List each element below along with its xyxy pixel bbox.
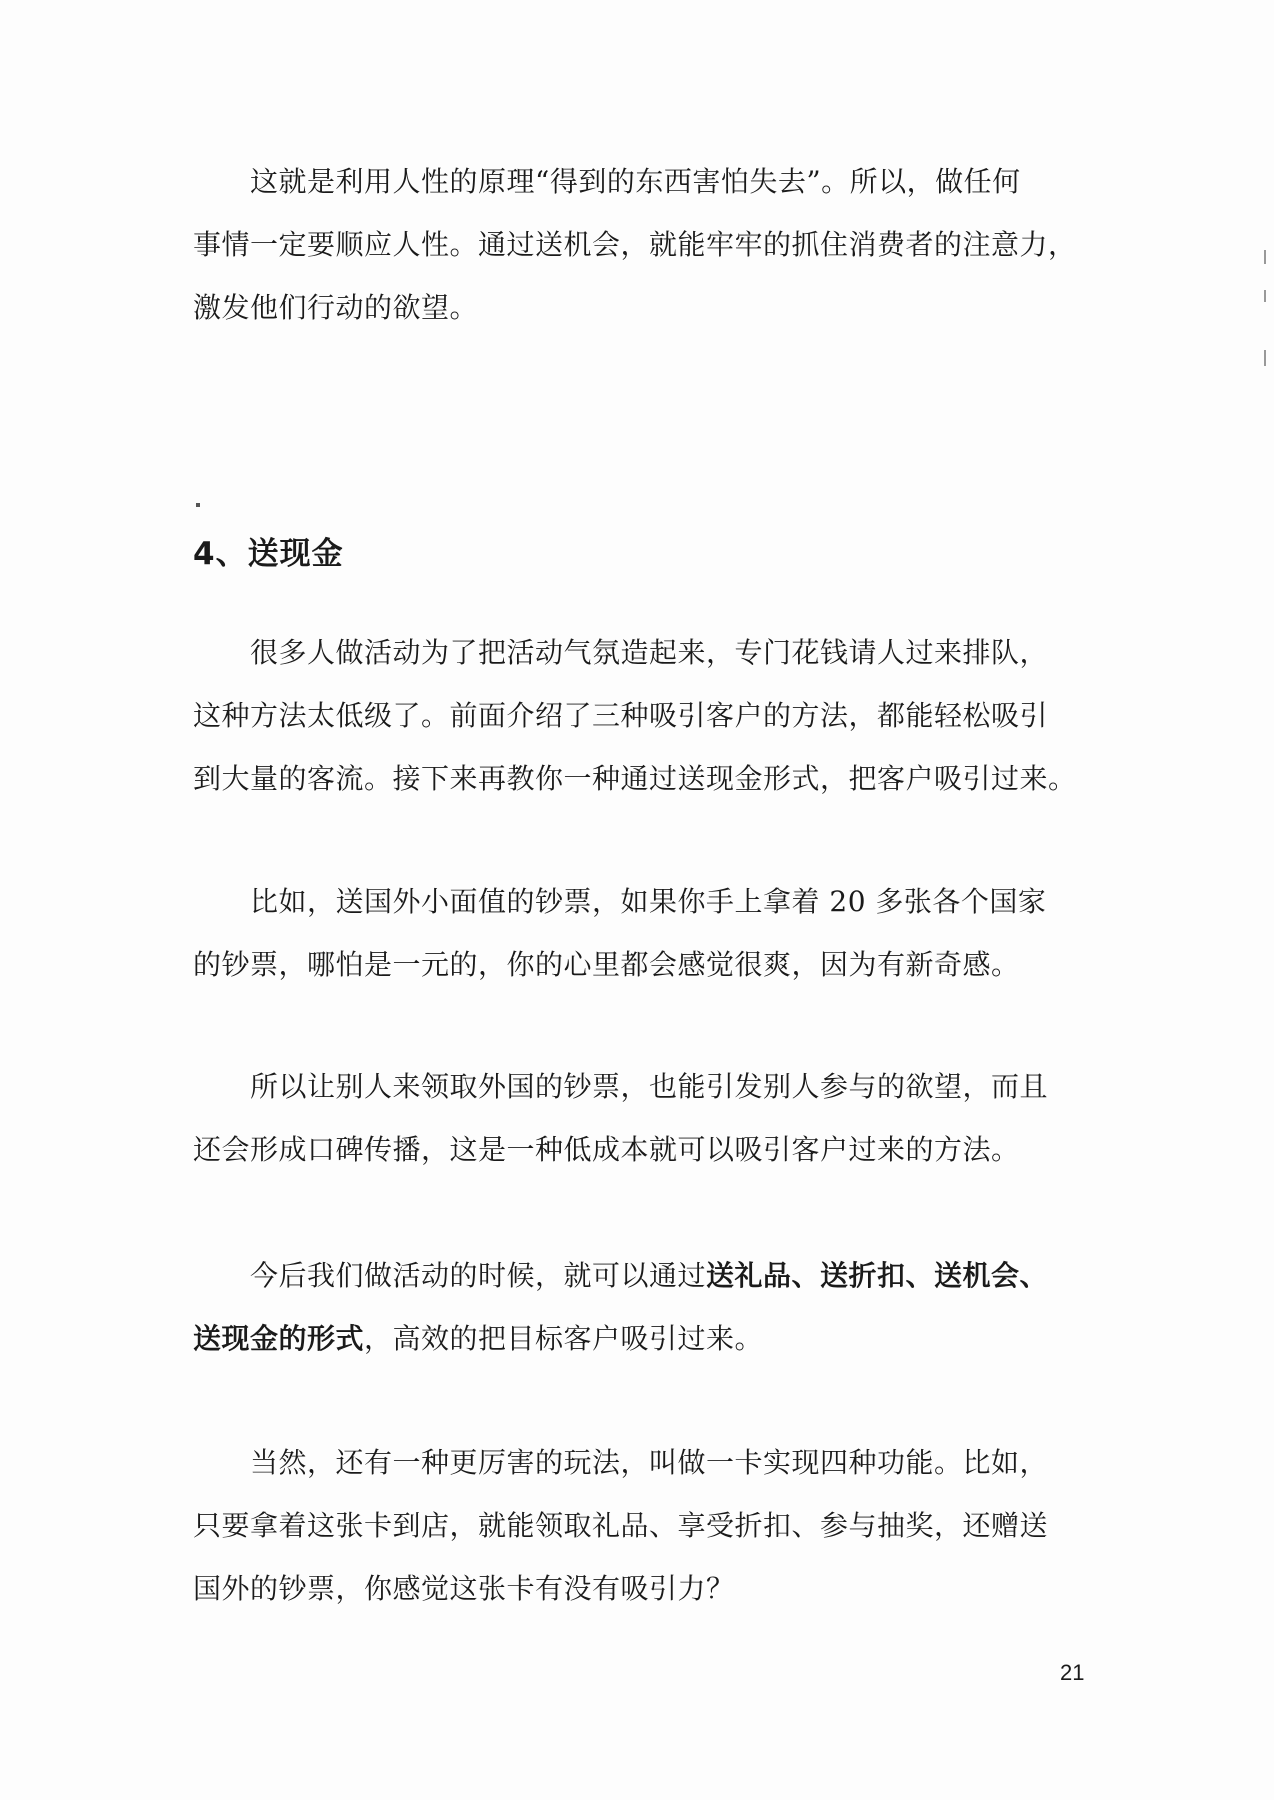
page-number: 21 bbox=[1060, 1660, 1085, 1685]
paragraph-human-nature: 这就是利用人性的原理“得到的东西害怕失去”。所以，做任何 事情一定要顺应人性。通过送机会，就能牢牢的抓住消费者的注意力， 激发他们行动的欲望。 bbox=[193, 165, 1077, 324]
summary-bold-methods: 送礼品、送折扣、送机会、 bbox=[706, 1259, 1049, 1292]
scan-margin-mark bbox=[1264, 250, 1266, 264]
scan-margin-mark bbox=[1264, 350, 1266, 366]
summary-text-start: 今后我们做活动的时候，就可以通过 bbox=[193, 1259, 707, 1292]
paragraph-foreign-bills: 比如，送国外小面值的钞票，如果你手上拿着 20 多张各个国家 的钞票，哪怕是一元的，你的心里都会感觉很爽，因为有新奇感。 bbox=[193, 885, 1047, 981]
scan-speck bbox=[196, 503, 200, 507]
summary-text-end: ，高效的把目标客户吸引过来。 bbox=[364, 1322, 764, 1355]
scan-margin-mark bbox=[1264, 290, 1266, 302]
paragraph-word-of-mouth: 所以让别人来领取外国的钞票，也能引发别人参与的欲望，而且 还会形成口碑传播，这是一种低成本就可以吸引客户过来的方法。 bbox=[193, 1070, 1049, 1166]
section-heading: 4、送现金 bbox=[193, 536, 344, 572]
paragraph-card-function: 当然，还有一种更厉害的玩法，叫做一卡实现四种功能。比如， 只要拿着这张卡到店，就能领取礼品、享受折扣、参与抽奖，还赠送 国外的钞票，你感觉这张卡有没有吸引力？ bbox=[193, 1446, 1049, 1605]
paragraph-cash-intro: 很多人做活动为了把活动气氛造起来，专门花钱请人过来排队， 这种方法太低级了。前面介绍了三种吸引客户的方法，都能轻松吸引 到大量的客流。接下来再教你一种通过送现金形式，把客户吸引过来。 bbox=[193, 636, 1077, 795]
paragraph-summary bbox=[193, 1244, 1093, 1370]
summary-bold-cash: 送现金的形式 bbox=[193, 1322, 365, 1355]
